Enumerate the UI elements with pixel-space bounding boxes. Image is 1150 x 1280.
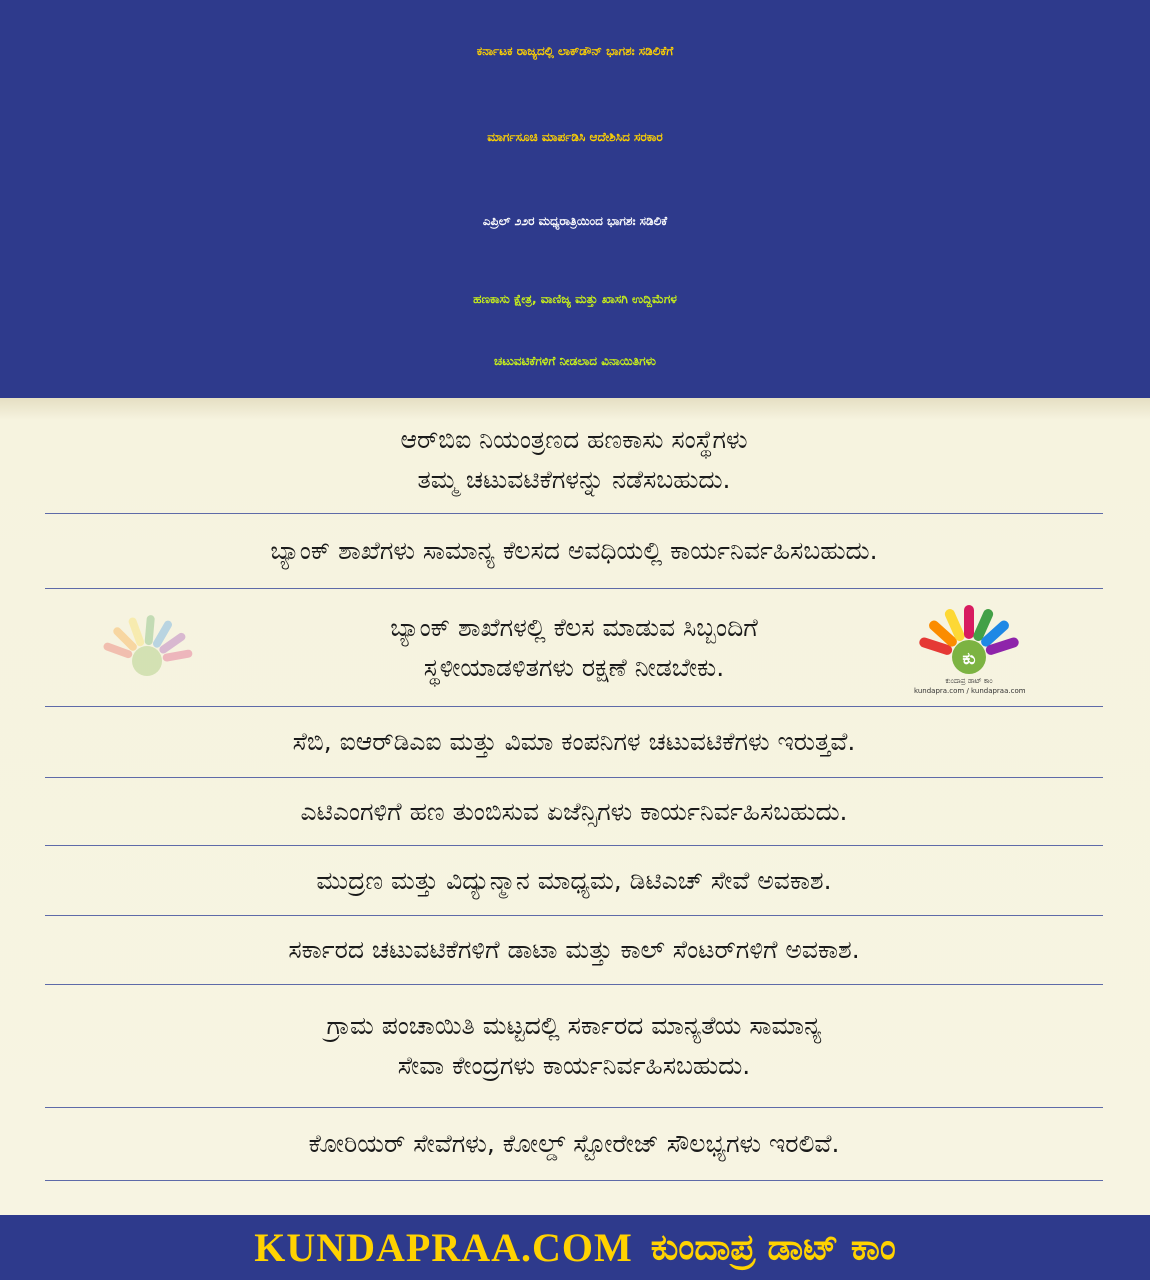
logo-glyph: ಕು xyxy=(962,649,976,669)
exemption-text: ಸೆಬಿ, ಐಆರ್‌ಡಿಎಐ ಮತ್ತು ವಿಮಾ ಕಂಪನಿಗಳ ಚಟುವಟಿಕೆಗಳು ಇರುತ್ತವೆ. xyxy=(292,727,856,756)
exemption-item-8 xyxy=(45,985,1103,1107)
kundapraa-logo-icon xyxy=(92,603,202,699)
exemption-text: ಸೇವಾ ಕೇಂದ್ರಗಳು ಕಾರ್ಯನಿರ್ವಹಿಸಬಹುದು. xyxy=(397,1051,751,1080)
exemption-item-1 xyxy=(45,406,1103,513)
footer-site-name: KUNDAPRAA.COM xyxy=(254,1225,633,1270)
exemption-item-5 xyxy=(45,778,1103,845)
exemption-text: ಗ್ರಾಮ ಪಂಚಾಯಿತಿ ಮಟ್ಟದಲ್ಲಿ ಸರ್ಕಾರದ ಮಾನ್ಯತೆಯ ಸಾಮಾನ್ಯ xyxy=(326,1011,822,1040)
logo-caption-kannada: ಕುಂದಾಪ್ರ ಡಾಟ್ ಕಾಂ xyxy=(945,677,993,685)
exemption-item-2 xyxy=(45,514,1103,588)
headline-line-2: ಮಾರ್ಗಸೂಚಿ ಮಾರ್ಪಡಿಸಿ ಆದೇಶಿಸಿದ ಸರಕಾರ xyxy=(487,130,663,144)
headline-line-1: ಕರ್ನಾಟಕ ರಾಜ್ಯದಲ್ಲಿ ಲಾಕ್‌ಡೌನ್ ಭಾಗಶಃ ಸಡಿಲಿಕೆಗೆ xyxy=(476,44,674,58)
section-title-line-2: ಚಟುವಟಿಕೆಗಳಿಗೆ ನೀಡಲಾದ ವಿನಾಯಿತಿಗಳು xyxy=(494,354,656,368)
footer-banner xyxy=(0,1215,1150,1280)
exemption-text: ಬ್ಯಾಂಕ್ ಶಾಖೆಗಳು ಸಾಮಾನ್ಯ ಕೆಲಸದ ಅವಧಿಯಲ್ಲಿ ಕಾರ್ಯನಿರ್ವಹಿಸಬಹುದು. xyxy=(270,536,878,565)
header-banner xyxy=(0,0,1150,398)
section-title-line-1: ಹಣಕಾಸು ಕ್ಷೇತ್ರ, ವಾಣಿಜ್ಯ ಮತ್ತು ಖಾಸಗಿ ಉದ್ದಿಮೆಗಳ xyxy=(473,292,677,306)
exemption-text: ಸ್ಥಳೀಯಾಡಳಿತಗಳು ರಕ್ಷಣೆ ನೀಡಬೇಕು. xyxy=(423,652,725,682)
exemption-item-9 xyxy=(45,1108,1103,1180)
kundapraa-logo-graphic xyxy=(914,603,1024,675)
exemption-text: ಬ್ಯಾಂಕ್ ಶಾಖೆಗಳಲ್ಲಿ ಕೆಲಸ ಮಾಡುವ ಸಿಬ್ಬಂದಿಗೆ xyxy=(390,612,758,642)
footer-site-name-kannada: ಕುಂದಾಪ್ರ ಡಾಟ್ ಕಾಂ xyxy=(650,1226,896,1268)
exemption-text: ಮುದ್ರಣ ಮತ್ತು ವಿದ್ಯುನ್ಮಾನ ಮಾಧ್ಯಮ, ಡಿಟಿಎಚ್ ಸೇವೆ ಅವಕಾಶ. xyxy=(316,865,832,895)
exemption-text: ತಮ್ಮ ಚಟುವಟಿಕೆಗಳನ್ನು ನಡೆಸಬಹುದು. xyxy=(417,464,731,494)
kundapraa-logo-watermark-icon xyxy=(92,603,202,699)
exemption-item-6 xyxy=(45,846,1103,915)
divider xyxy=(45,1180,1103,1181)
kundapraa-logo-icon xyxy=(914,603,1024,699)
exemption-text: ಕೋರಿಯರ್ ಸೇವೆಗಳು, ಕೋಲ್ಡ್ ಸ್ಟೋರೇಜ್ ಸೌಲಭ್ಯಗಳು ಇರಲಿವೆ. xyxy=(308,1129,840,1158)
exemption-text: ಎಟಿಎಂಗಳಿಗೆ ಹಣ ತುಂಬಿಸುವ ಏಜೆನ್ಸಿಗಳು ಕಾರ್ಯನಿರ್ವಹಿಸಬಹುದು. xyxy=(300,796,848,826)
exemption-text: ಆರ್‌ಬಿಐ ನಿಯಂತ್ರಣದ ಹಣಕಾಸು ಸಂಸ್ಥೆಗಳು xyxy=(400,424,748,454)
exemption-text: ಸರ್ಕಾರದ ಚಟುವಟಿಕೆಗಳಿಗೆ ಡಾಟಾ ಮತ್ತು ಕಾಲ್ ಸೆಂಟರ್‌ಗಳಿಗೆ ಅವಕಾಶ. xyxy=(288,935,860,964)
exemption-item-4 xyxy=(45,707,1103,777)
exemption-item-7 xyxy=(45,916,1103,984)
subheadline: ಎಪ್ರಿಲ್ ೨೨ರ ಮಧ್ಯರಾತ್ರಿಯಿಂದ ಭಾಗಶಃ ಸಡಿಲಿಕೆ xyxy=(482,214,668,228)
logo-caption-urls: kundapra.com / kundapraa.com xyxy=(914,687,1026,695)
